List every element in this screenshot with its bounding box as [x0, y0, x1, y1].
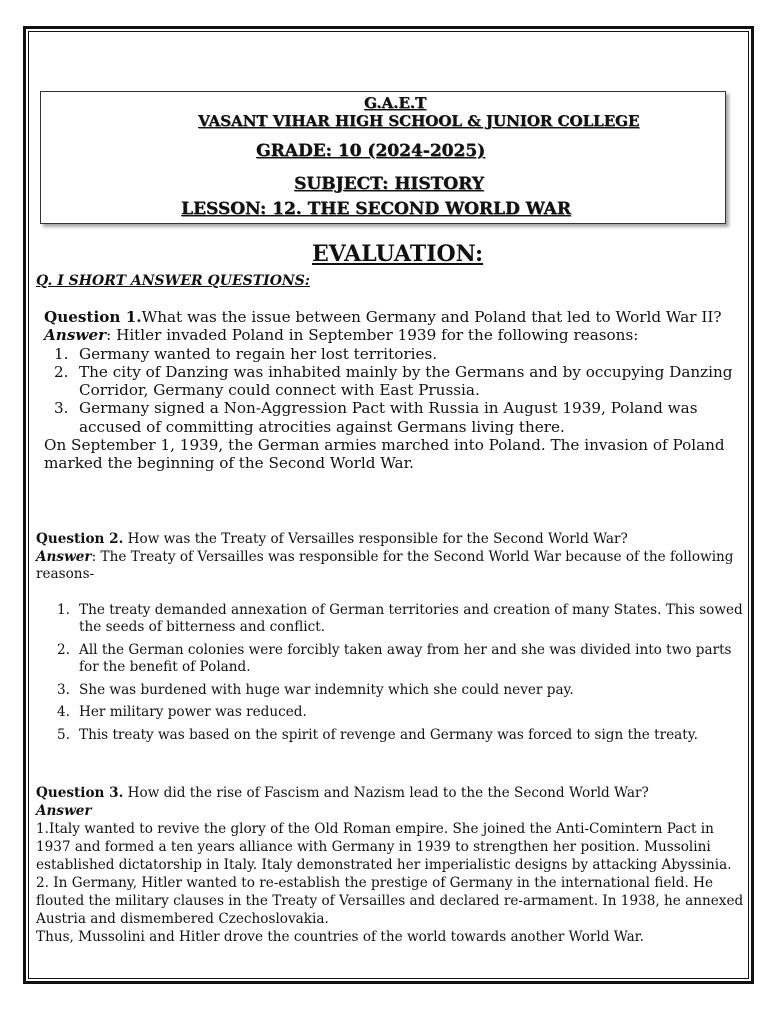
question-3-text: How did the rise of Fascism and Nazism lead to the the Second World War? [123, 785, 649, 801]
list-number: 4. [57, 704, 70, 720]
answer-3-para-3: Thus, Mussolini and Hitler drove the countries of the world towards another World War. [36, 929, 644, 945]
question-2-label: Question 2. [36, 531, 124, 547]
school-name: VASANT VIHAR HIGH SCHOOL & JUNIOR COLLEGE [198, 112, 640, 130]
list-text: Her military power was reduced. [79, 704, 307, 720]
subject-line: SUBJECT: HISTORY [294, 174, 484, 194]
answer-1-intro: : Hitler invaded Poland in September 1939 for the following reasons: [106, 326, 639, 345]
question-2-block [36, 531, 748, 749]
answer-3-label: Answer [36, 803, 92, 819]
list-item [44, 363, 744, 400]
list-number: 3. [57, 681, 70, 698]
org-name: G.A.E.T [364, 94, 427, 112]
answer-3-para-1: 1.Italy wanted to revive the glory of the Old Roman empire. She joined the Anti-Comintern Pact in 1937 and formed a ten years alliance with Germany in 1939 to strengthen her position. Mussolini established dictatorship in Italy. Italy demonstrated her imperialistic designs by attacking Abyssinia. [36, 821, 732, 873]
list-item [36, 682, 748, 700]
list-item [36, 727, 748, 745]
list-number: 2. [57, 641, 70, 658]
answer-1-list [44, 345, 744, 436]
question-3-label: Question 3. [36, 785, 124, 801]
list-item [36, 704, 748, 722]
list-text: The treaty demanded annexation of German territories and creation of many States. This sowed the seeds of bitterness and conflict. [79, 601, 743, 635]
answer-3-para-2: 2. In Germany, Hitler wanted to re-establish the prestige of Germany in the international field. He flouted the military clauses in the Treaty of Versailles and declared re-armament. In 1938, he annexed Austria and dismembered Czechoslovakia. [36, 875, 744, 927]
question-1-label: Question 1. [44, 308, 142, 326]
list-text: She was burdened with huge war indemnity which she could never pay. [79, 681, 574, 698]
list-text: Germany wanted to regain her lost territories. [79, 344, 438, 363]
lesson-line: LESSON: 12. THE SECOND WORLD WAR [181, 199, 571, 219]
list-item [44, 399, 744, 436]
list-item [36, 642, 748, 677]
evaluation-title: EVALUATION: [312, 241, 484, 267]
answer-1-label: Answer [44, 326, 107, 345]
list-number: 1. [54, 344, 69, 363]
list-item [44, 345, 744, 363]
list-item [36, 602, 748, 637]
answer-2-label: Answer [36, 548, 92, 565]
list-number: 3. [54, 399, 69, 418]
question-1 [44, 308, 744, 326]
list-text: All the German colonies were forcibly taken away from her and she was divided into two parts for the benefit of Poland. [79, 641, 732, 675]
question-3 [36, 784, 748, 802]
list-number: 2. [54, 362, 69, 381]
list-text: The city of Danzing was inhabited mainly by the Germans and by occupying Danzing Corridor, Germany could connect with East Prussia. [79, 362, 733, 400]
answer-2-list [36, 602, 748, 745]
answer-2-intro: : The Treaty of Versailles was responsible for the Second World War because of the following reasons- [36, 548, 734, 582]
list-number: 5. [57, 726, 70, 743]
answer-1 [44, 326, 744, 344]
question-1-block [44, 308, 744, 473]
question-3-block [36, 784, 748, 946]
question-2-text: How was the Treaty of Versailles responsible for the Second World War? [123, 531, 628, 547]
question-1-text: What was the issue between Germany and Poland that led to World War II? [141, 308, 722, 326]
list-text: Germany signed a Non-Aggression Pact with Russia in August 1939, Poland was accused of committing atrocities against Germans living there. [79, 399, 698, 436]
grade-line: GRADE: 10 (2024-2025) [256, 141, 486, 161]
question-2 [36, 531, 748, 549]
section-title: Q. I SHORT ANSWER QUESTIONS: [36, 273, 310, 289]
answer-2 [36, 549, 748, 584]
list-text: This treaty was based on the spirit of revenge and Germany was forced to sign the treaty. [79, 726, 698, 743]
answer-1-conclusion: On September 1, 1939, the German armies marched into Poland. The invasion of Poland marked the beginning of the Second World War. [44, 436, 725, 473]
list-number: 1. [57, 601, 70, 618]
